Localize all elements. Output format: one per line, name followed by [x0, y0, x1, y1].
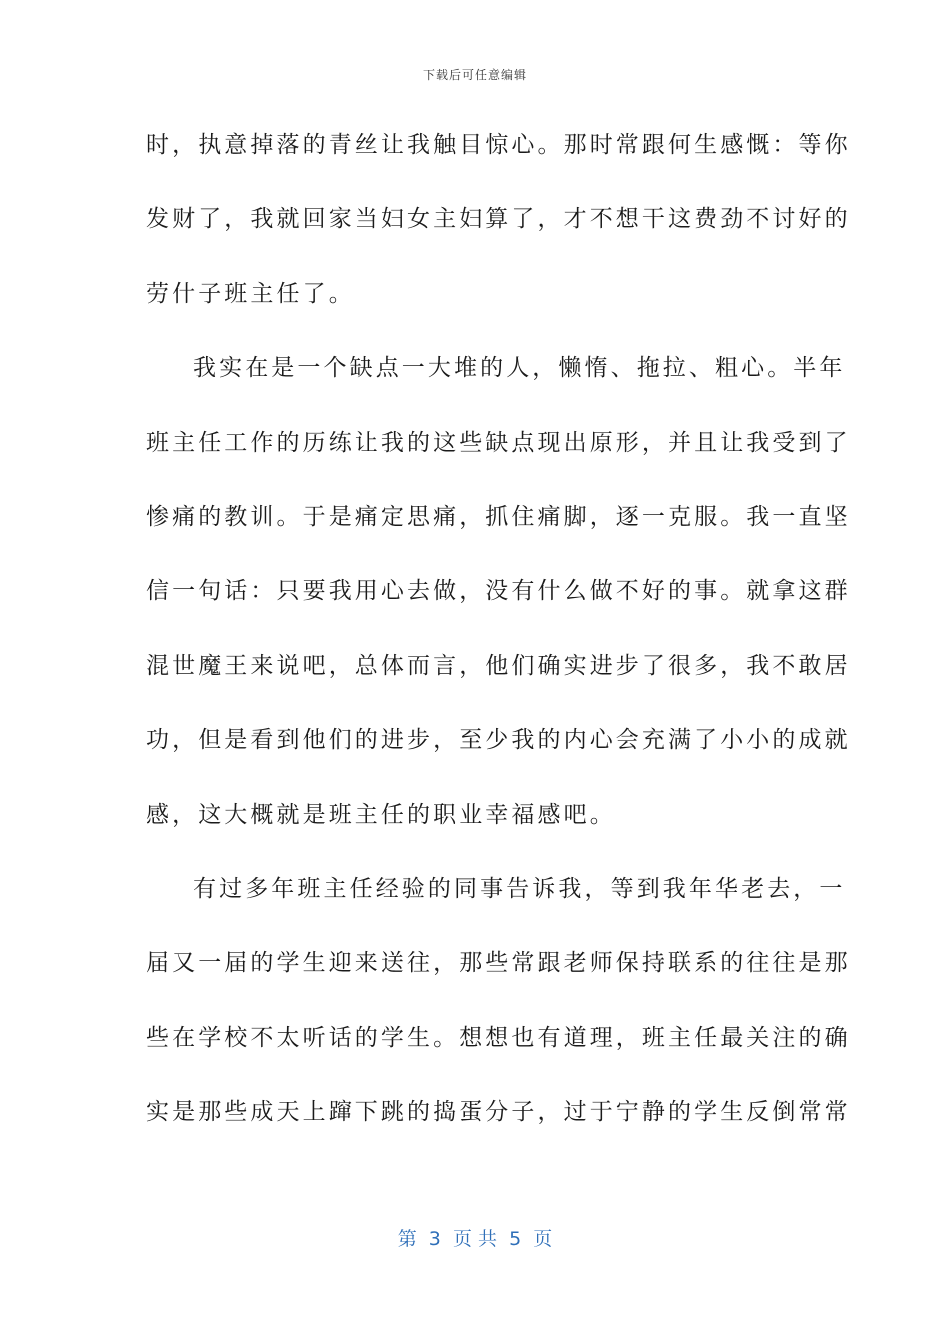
- text-line: 信一句话：只要我用心去做，没有什么做不好的事。就拿这群: [146, 578, 851, 605]
- page-header: 下载后可任意编辑: [422, 68, 527, 82]
- text-line: 混世魔王来说吧，总体而言，他们确实进步了很多，我不敢居: [146, 652, 851, 679]
- text-line: 劳什子班主任了。: [146, 280, 355, 307]
- document-body: [146, 118, 851, 1159]
- text-line: 功，但是看到他们的进步，至少我的内心会充满了小小的成就: [146, 727, 851, 754]
- text-line: 感，这大概就是班主任的职业幸福感吧。: [146, 801, 616, 828]
- text-line: 实是那些成天上蹿下跳的捣蛋分子，过于宁静的学生反倒常常: [146, 1099, 851, 1126]
- text-line: 时，执意掉落的青丝让我触目惊心。那时常跟何生感慨：等你: [146, 132, 851, 158]
- page-number-footer: 第 3 页 共 5 页: [397, 1228, 553, 1250]
- paragraph-start-line: 有过多年班主任经验的同事告诉我，等到我年华老去，一: [193, 875, 846, 902]
- paragraph-start-line: 我实在是一个缺点一大堆的人，懒惰、拖拉、粗心。半年: [193, 355, 846, 382]
- text-line: 惨痛的教训。于是痛定思痛，抓住痛脚，逐一克服。我一直坚: [146, 503, 851, 530]
- text-line: 些在学校不太听话的学生。想想也有道理，班主任最关注的确: [146, 1024, 851, 1051]
- text-line: 班主任工作的历练让我的这些缺点现出原形，并且让我受到了: [146, 429, 851, 456]
- text-line: 届又一届的学生迎来送往，那些常跟老师保持联系的往往是那: [146, 950, 851, 977]
- text-line: 发财了，我就回家当妇女主妇算了，才不想干这费劲不讨好的: [146, 206, 851, 233]
